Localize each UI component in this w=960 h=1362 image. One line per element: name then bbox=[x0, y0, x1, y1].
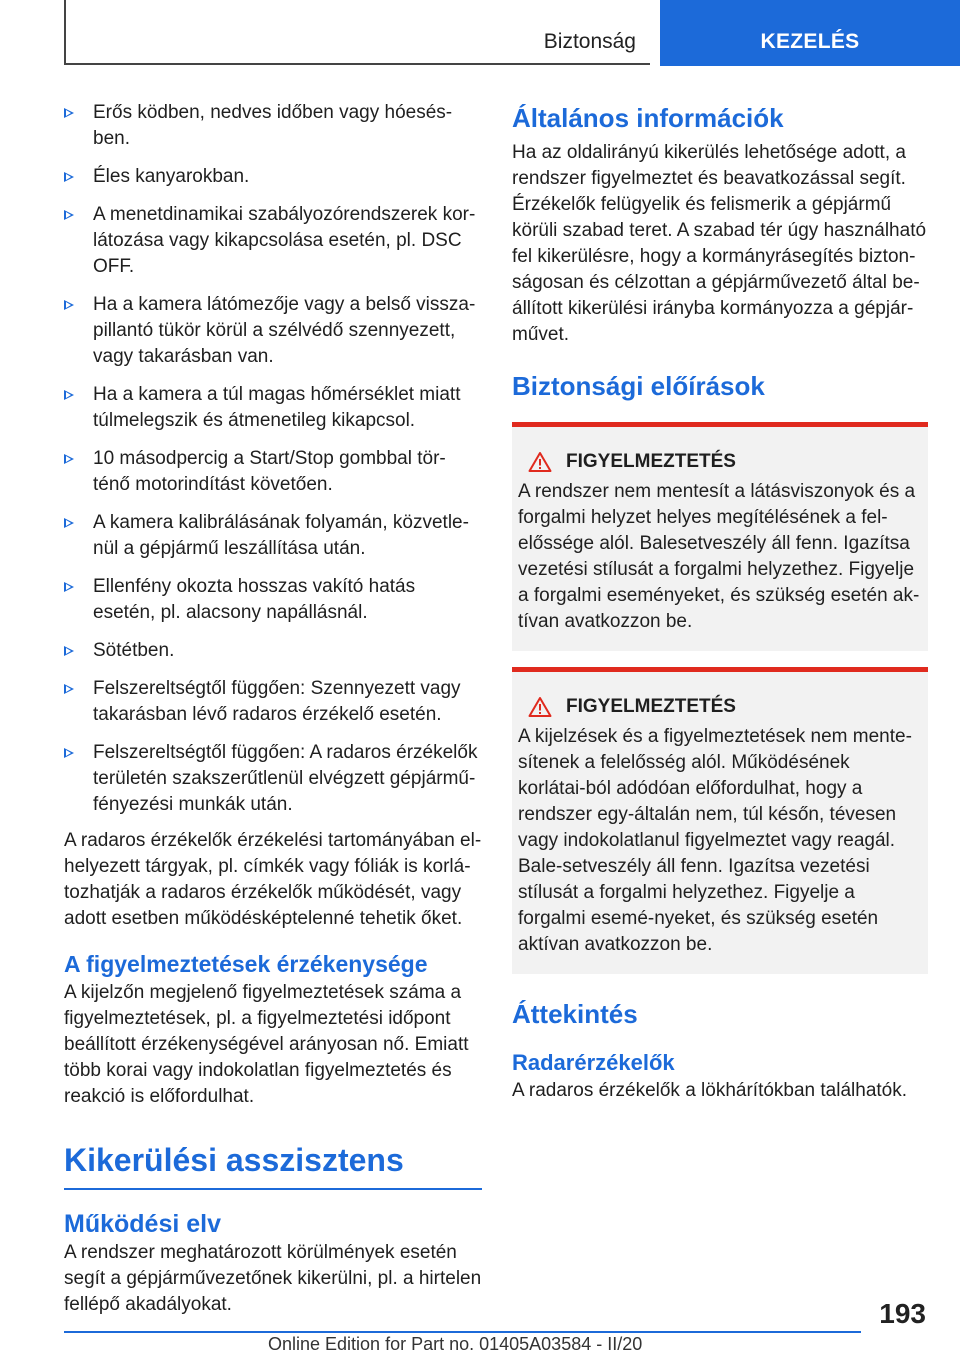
list-item: 10 másodpercig a Start/Stop gombbal tör-ténő motorindítást követően. bbox=[64, 446, 482, 498]
list-item: A menetdinamikai szabályozórendszerek kor-látozása vagy kikapcsolása esetén, pl. DSC OFF. bbox=[64, 202, 482, 280]
left-column bbox=[64, 100, 482, 1318]
heading-overview: Áttekintés bbox=[512, 999, 638, 1029]
list-item: Ha a kamera látómezője vagy a belső vissza-pillantó tükör körül a szélvédő szennyezett, vagy takarásban van. bbox=[64, 292, 482, 370]
list-item: A kamera kalibrálásának folyamán, közvetle-nül a gépjármű leszállítása után. bbox=[64, 510, 482, 562]
paragraph-radar-objects: A radaros érzékelők érzékelési tartományában el-helyezett tárgyak, pl. címkék vagy fóliák is korlá-tozhatják a radaros érzékelők működését, vagy adott esetben működésképtelenné tehetik őket. bbox=[64, 830, 482, 929]
heading-radar-sensors: Radarérzékelők bbox=[512, 1050, 675, 1075]
paragraph-general-information: Ha az oldalirányú kikerülés lehetősége adott, a rendszer figyelmeztet és beavatkozással segít. Érzékelők felügyelik és felismerik a gépjármű körüli szabad teret. A szabad tér úgy használható fel kikerülésre, hogy a kormányrásegítés bizton-ságosan és célzottan a gépjárművezető által be-állított kikerülési irányba kormányozza a gépjár-művet. bbox=[512, 142, 927, 345]
heading-safety-notes: Biztonsági előírások bbox=[512, 371, 765, 401]
paragraph-radar-sensors: A radaros érzékelők a lökhárítókban találhatók. bbox=[512, 1080, 908, 1101]
triangle-bullet-icon bbox=[64, 748, 74, 758]
footer-edition: Online Edition for Part no. 01405A03584 - II/20 bbox=[268, 1334, 643, 1354]
triangle-bullet-icon bbox=[64, 684, 74, 694]
triangle-bullet-icon bbox=[64, 210, 74, 220]
list-item: Ha a kamera a túl magas hőmérséklet miatt túlmelegszik és átmenetileg kikapcsol. bbox=[64, 382, 482, 434]
warning-title: FIGYELMEZTETÉS bbox=[518, 449, 922, 475]
heading-warning-sensitivity: A figyelmeztetések érzékenysége bbox=[64, 951, 428, 977]
list-item: Éles kanyarokban. bbox=[64, 164, 482, 190]
list-item: Sötétben. bbox=[64, 638, 482, 664]
page-number: 193 bbox=[879, 1298, 926, 1329]
list-item: Ellenfény okozta hosszas vakító hatás esetén, pl. alacsony napállásnál. bbox=[64, 574, 482, 626]
heading-general-information: Általános információk bbox=[512, 103, 784, 133]
heading-evasion-assistant: Kikerülési asszisztens bbox=[64, 1142, 404, 1178]
triangle-bullet-icon bbox=[64, 108, 74, 118]
triangle-bullet-icon bbox=[64, 582, 74, 592]
list-item: Felszereltségtől függően: A radaros érzékelők területén szakszerűtlenül elvégzett gépjármű-fényezési munkák után. bbox=[64, 740, 482, 818]
heading-operating-principle: Működési elv bbox=[64, 1210, 221, 1238]
right-column bbox=[512, 100, 928, 1104]
header-chapter-tab[interactable]: KEZELÉS bbox=[660, 0, 960, 66]
warning-box-2 bbox=[512, 667, 928, 974]
condition-list bbox=[64, 100, 482, 818]
paragraph-operating-principle: A rendszer meghatározott körülmények esetén segít a gépjárművezetőnek kikerülni, pl. a hirtelen fellépő akadályokat. bbox=[64, 1242, 482, 1315]
warning-triangle-icon bbox=[528, 696, 552, 718]
list-item: Erős ködben, nedves időben vagy hóesés-ben. bbox=[64, 100, 482, 152]
triangle-bullet-icon bbox=[64, 172, 74, 182]
triangle-bullet-icon bbox=[64, 390, 74, 400]
paragraph-warning-sensitivity: A kijelzőn megjelenő figyelmeztetések száma a figyelmeztetések, pl. a figyelmeztetési időpont beállított érzékenységével arányosan nő. Emiatt több korai vagy indokolatlan figyelmeztetés és reakció is előfordulhat. bbox=[64, 982, 469, 1107]
warning-triangle-icon bbox=[528, 451, 552, 473]
warning-text: A kijelzések és a figyelmeztetések nem mente-sítenek a felelősség alól. Működésének korlátai-ból adódóan előfordulhat, hogy a rendszer egy-általán nem, túl későn, tévesen vagy indokolatlanul figyelmeztet vagy reagál. Bale-setveszély áll fenn. Igazítsa vezetési stílusát a forgalmi helyzethez. Figyelje a forgalmi esemé-nyeket, és szükség esetén aktívan avatkozzon be. bbox=[518, 726, 912, 955]
heading-underline bbox=[64, 1188, 482, 1190]
list-item: Felszereltségtől függően: Szennyezett vagy takarásban lévő radaros érzékelő esetén. bbox=[64, 676, 482, 728]
triangle-bullet-icon bbox=[64, 454, 74, 464]
footer-rule bbox=[64, 1331, 861, 1333]
header-section-title: Biztonság bbox=[543, 30, 636, 53]
triangle-bullet-icon bbox=[64, 646, 74, 656]
warning-box-1 bbox=[512, 422, 928, 651]
warning-text: A rendszer nem mentesít a látásviszonyok és a forgalmi helyzet helyes megítélésének a fel-előssége alól. Balesetveszély áll fenn. Igazítsa vezetési stílusát a forgalmi helyzethez. Figyelje a forgalmi eseményeket, és szükség esetén ak-tívan avatkozzon be. bbox=[518, 481, 920, 632]
triangle-bullet-icon bbox=[64, 518, 74, 528]
warning-title: FIGYELMEZTETÉS bbox=[518, 694, 922, 720]
triangle-bullet-icon bbox=[64, 300, 74, 310]
